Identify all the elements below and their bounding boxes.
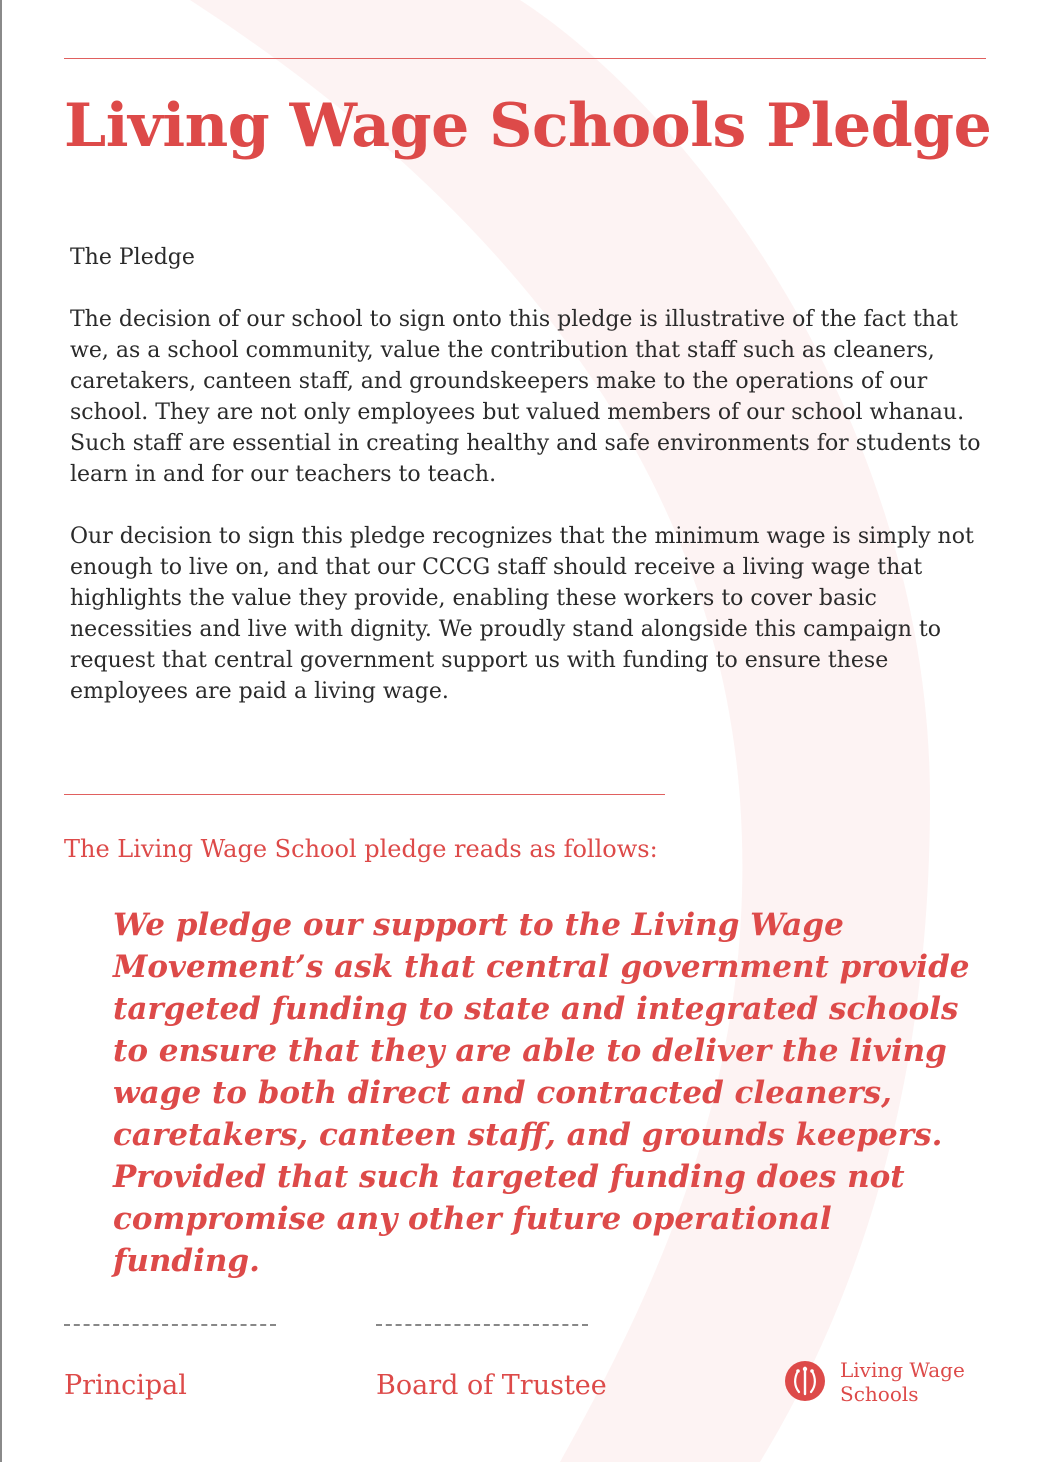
- top-divider: [64, 58, 986, 59]
- principal-signature-line: [64, 1324, 276, 1326]
- living-wage-logo-icon: [784, 1360, 826, 1402]
- board-label: Board of Trustee: [376, 1370, 607, 1401]
- principal-label: Principal: [64, 1370, 187, 1401]
- page-title: Living Wage Schools Pledge: [64, 91, 992, 161]
- pledge-body: [70, 242, 1000, 738]
- section-heading: The Pledge: [70, 245, 195, 270]
- logo-line-2: Schools: [840, 1382, 919, 1406]
- paragraph-1: The decision of our school to sign onto this pledge is illustrative of the fact that we, as a school community, value the contribution that staff such as cleaners, caretakers, canteen staff, and groundskeepers make to the operations of our school. They are not only employees but valued members of our school whanau. Such staff are essential in creating healthy and safe environments for students to learn in and for our teachers to teach.: [70, 307, 981, 487]
- board-signature-line: [376, 1324, 588, 1326]
- pledge-quote: We pledge our support to the Living Wage Movement’s ask that central government provide targeted funding to state and integrated schools to ensure that they are able to deliver the living wage to both direct and contracted cleaners, caretakers, canteen staff, and grounds keepers. Provided that such targeted funding does not compromise any other future operational funding.: [113, 907, 970, 1279]
- logo-line-1: Living Wage: [840, 1358, 965, 1382]
- paragraph-2: Our decision to sign this pledge recognizes that the minimum wage is simply not enough to live on, and that our CCCG staff should receive a living wage that highlights the value they provide, enabling these workers to cover basic necessities and live with dignity. We proudly stand alongside this campaign to request that central government support us with funding to ensure these employees are paid a living wage.: [70, 524, 974, 704]
- mid-divider: [64, 794, 665, 795]
- pledge-intro: The Living Wage School pledge reads as follows:: [64, 835, 658, 863]
- living-wage-logo: [784, 1358, 994, 1408]
- logo-text: [840, 1358, 965, 1406]
